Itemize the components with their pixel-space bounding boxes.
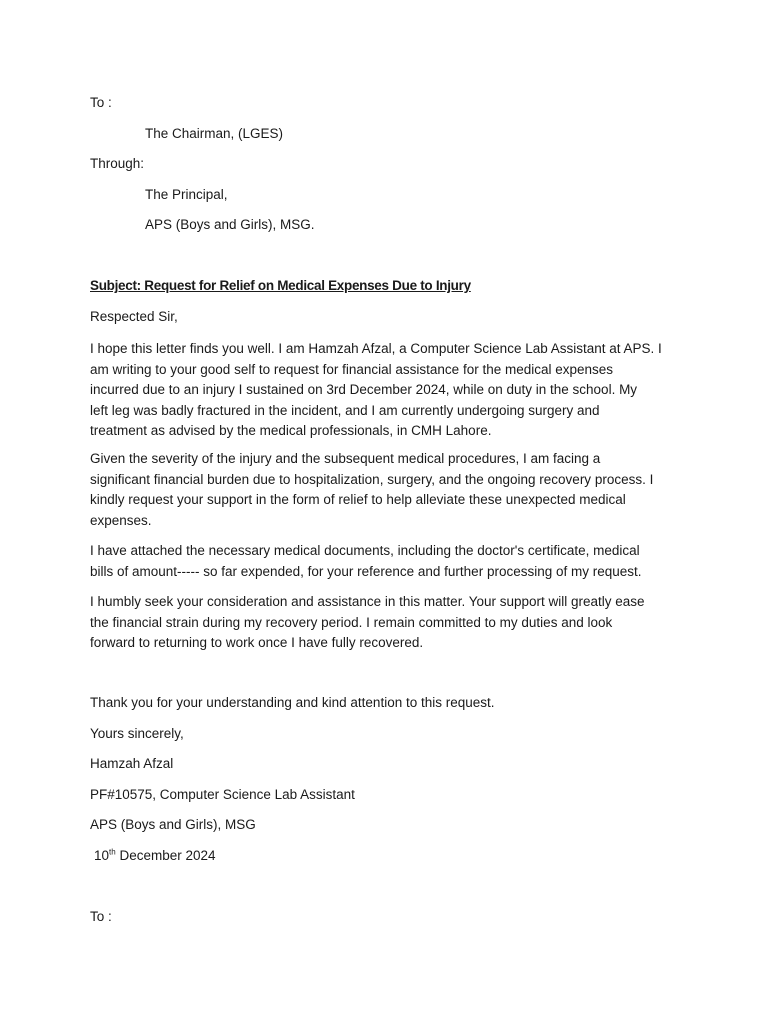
subject-line: Subject: Request for Relief on Medical Expenses Due to Injury xyxy=(90,278,471,293)
to-label-bottom: To : xyxy=(90,909,112,924)
paragraph-line: kindly request your support in the form of relief to help alleviate these unexpected medical xyxy=(90,492,626,507)
body-paragraph-3 xyxy=(90,541,675,582)
date-rest: December 2024 xyxy=(115,848,216,863)
paragraph-line: treatment as advised by the medical professionals, in CMH Lahore. xyxy=(90,423,492,438)
through-line-2: APS (Boys and Girls), MSG. xyxy=(145,217,315,232)
paragraph-line: the financial strain during my recovery period. I remain committed to my duties and look xyxy=(90,614,613,630)
paragraph-line: I humbly seek your consideration and assistance in this matter. Your support will greatly ease xyxy=(90,594,645,609)
closing: Yours sincerely, xyxy=(90,726,184,741)
letter-date xyxy=(94,846,216,867)
body-paragraph-4 xyxy=(90,592,675,654)
salutation: Respected Sir, xyxy=(90,309,178,324)
body-paragraph-1 xyxy=(90,339,675,442)
body-paragraph-2 xyxy=(90,449,675,531)
paragraph-line: am writing to your good self to request for financial assistance for the medical expenses xyxy=(90,361,614,377)
thanks-line: Thank you for your understanding and kind attention to this request. xyxy=(90,695,495,710)
signer-pf: PF#10575, Computer Science Lab Assistant xyxy=(90,787,355,802)
paragraph-line: incurred due to an injury I sustained on 3rd December 2024, while on duty in the school. My xyxy=(90,382,638,397)
through-line-1: The Principal, xyxy=(145,187,228,202)
paragraph-line: expenses. xyxy=(90,512,152,528)
paragraph-line: Given the severity of the injury and the subsequent medical procedures, I am facing a xyxy=(90,451,601,466)
paragraph-line: forward to returning to work once I have fully recovered. xyxy=(90,635,424,650)
paragraph-line: I hope this letter finds you well. I am Hamzah Afzal, a Computer Science Lab Assistant at APS. I xyxy=(90,341,662,356)
paragraph-line: bills of amount----- so far expended, for your reference and further processing of my request. xyxy=(90,563,642,579)
paragraph-line: I have attached the necessary medical documents, including the doctor's certificate, medical xyxy=(90,543,640,558)
to-recipient: The Chairman, (LGES) xyxy=(145,126,284,141)
date-suffix: th xyxy=(109,847,116,857)
paragraph-line: left leg was badly fractured in the incident, and I am currently undergoing surgery and xyxy=(90,402,600,418)
through-label: Through: xyxy=(90,156,145,171)
date-day: 10 xyxy=(94,848,110,863)
signer-name: Hamzah Afzal xyxy=(90,756,174,771)
paragraph-line: significant financial burden due to hospitalization, surgery, and the ongoing recovery process. I xyxy=(90,471,654,487)
signer-org: APS (Boys and Girls), MSG xyxy=(90,817,256,832)
to-label: To : xyxy=(90,95,112,110)
